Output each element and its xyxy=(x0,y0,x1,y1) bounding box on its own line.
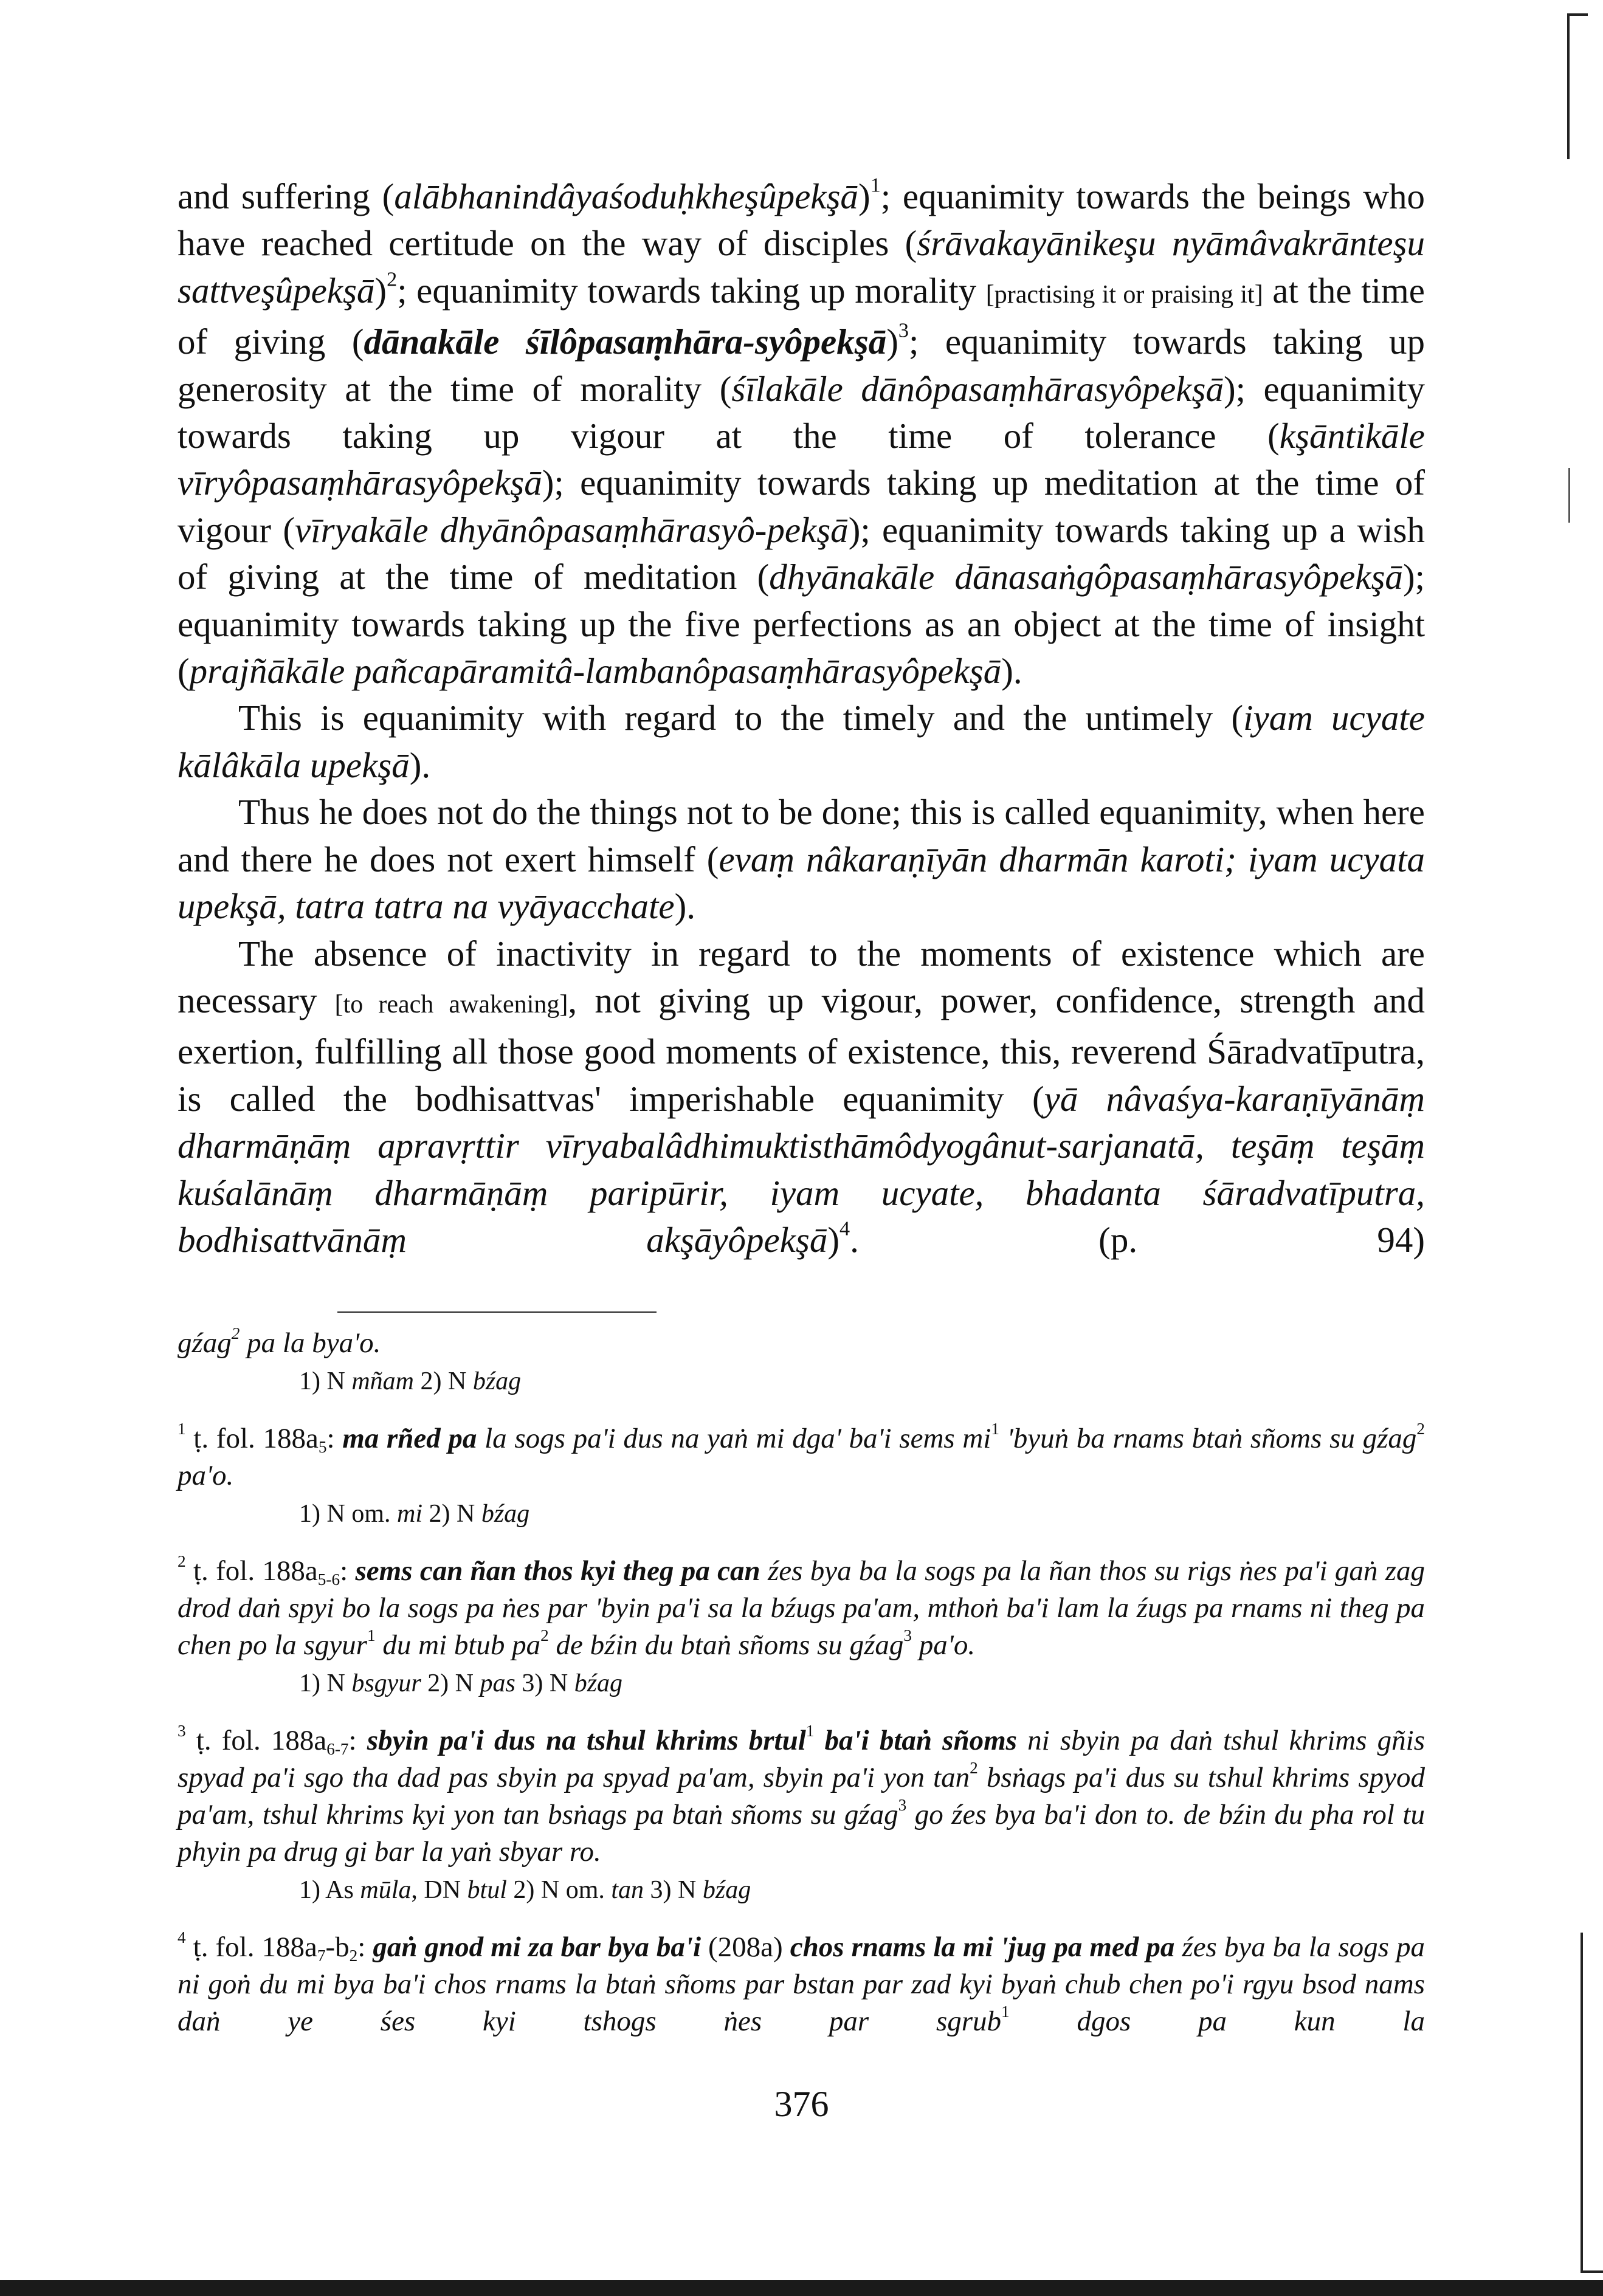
text: ; equanimity towards taking up morality xyxy=(397,270,986,311)
lemma: sems can ñan thos kyi theg pa can xyxy=(355,1555,760,1587)
text: ). xyxy=(674,886,695,927)
tibetan-text: go źes bya ba'i don to. de bźin du pha rol tu phyin pa drug gi bar la yaṅ sbyar ro. xyxy=(178,1799,1425,1868)
footnote-1 xyxy=(178,1420,1425,1494)
footnote-marker: 4 xyxy=(839,1217,850,1240)
variant-marker: 2 xyxy=(231,1324,240,1343)
footnote-3 xyxy=(178,1722,1425,1871)
footnotes xyxy=(178,1325,1425,2040)
sanskrit-term: vīryakāle dhyānôpasaṃhārasyô-pekşā xyxy=(295,509,849,550)
line-subscript: 6-7 xyxy=(326,1740,349,1759)
tibetan-text: du mi btub pa xyxy=(375,1629,541,1661)
text: at the time of giving ( xyxy=(178,270,1425,362)
text: gźag xyxy=(178,1327,232,1359)
text: This is equanimity with regard to the timely and the untimely ( xyxy=(238,698,1244,738)
editorial-insertion: [to reach awakening] xyxy=(334,990,568,1019)
lemma: ma rñed pa xyxy=(342,1423,477,1454)
sanskrit-term: alābhanindâyaśoduḥkheşûpekşā xyxy=(394,176,858,216)
tibetan-text: źes bya ba la sogs pa la ñan thos su rigs ṅes pa'i gaṅ zag drod daṅ spyi bo la sogs pa ṅes par 'byin pa'i sa la bźugs pa'am, mthoṅ ba'i lam la źugs pa rnams ni theg pa chen po la sgyur xyxy=(178,1555,1425,1661)
variant: mūla xyxy=(360,1876,412,1904)
sanskrit-term: dhyānakāle dānasaṅgôpasaṃhārasyôpekşā xyxy=(769,557,1403,597)
text: : xyxy=(326,1423,343,1454)
variant: btul xyxy=(467,1876,507,1904)
text: : xyxy=(348,1725,367,1756)
text: 3) N xyxy=(515,1669,574,1697)
paragraph-4 xyxy=(178,930,1425,1264)
folio-reference: ṭ. fol. 188a xyxy=(185,1555,318,1587)
line-subscript: 7 xyxy=(317,1947,326,1965)
sanskrit-term: yā nâvaśya-karaṇīyānāṃ dharmāṇāṃ apravṛttir vīryabalâdhimuktisthāmôdyogânut-sarjanatā, teşāṃ teşāṃ kuśalānāṃ dharmāṇāṃ paripūrir, iyam ucyate, bhadanta śāradvatīputra, bodhisattvānāṃ akşāyôpekşā xyxy=(178,1078,1425,1260)
variant: bsgyur xyxy=(351,1669,421,1697)
text: 1) N xyxy=(299,1367,352,1395)
tibetan-text: 'byuṅ ba rnams btaṅ sñoms su gźag xyxy=(999,1423,1417,1454)
text: 2) N xyxy=(414,1367,473,1395)
text: , DN xyxy=(411,1876,467,1904)
editorial-insertion: [practising it or praising it] xyxy=(985,280,1263,309)
lemma: sbyin pa'i dus na tshul khrims brtul xyxy=(367,1725,806,1756)
folio-reference: ṭ. fol. 188a xyxy=(185,1725,327,1756)
variant: mñam xyxy=(351,1367,414,1395)
variant-marker: 3 xyxy=(898,1796,907,1815)
text: ) xyxy=(827,1219,840,1260)
text: . (p. 94) xyxy=(850,1219,1425,1260)
variant-marker: 2 xyxy=(970,1759,978,1778)
variant-marker: 1 xyxy=(367,1626,376,1645)
tibetan-text: źes bya ba la sogs pa ni goṅ du mi bya ba'i chos rnams la btaṅ sñoms par bstan par zad kyi byaṅ chub chen po'i rgyu bsod nams daṅ ye śes kyi tshogs ṅes par sgrub xyxy=(178,1931,1425,2037)
variant-readings xyxy=(178,1873,1425,1907)
text: ); equanimity towards taking up the five perfections as an object at the time of insight ( xyxy=(178,557,1425,692)
tibetan-text: bsṅags pa'i dus su tshul khrims spyod pa'am, tshul khrims kyi yon tan bsṅags pa btaṅ sñoms su gźag xyxy=(178,1762,1425,1830)
sanskrit-term: kşāntikāle vīryôpasaṃhārasyôpekşā xyxy=(178,416,1425,503)
footnote-marker: 1 xyxy=(870,174,881,197)
scan-edge-mark xyxy=(1567,13,1570,159)
text: : xyxy=(357,1931,373,1963)
sanskrit-term: prajñākāle pañcapāramitâ-lambanôpasaṃhārasyôpekşā xyxy=(189,651,1002,692)
text: ) xyxy=(886,321,898,362)
text: 1) N om. xyxy=(299,1500,397,1528)
text: The absence of inactivity in regard to the moments of existence which are necessary xyxy=(178,933,1425,1020)
variant-marker: 2 xyxy=(540,1626,549,1645)
tibetan-text: la sogs pa'i dus na yaṅ mi dga' ba'i sems mi xyxy=(477,1423,991,1454)
text: ; equanimity towards taking up generosity at the time of morality ( xyxy=(178,321,1425,409)
lemma: ba'i btaṅ sñoms xyxy=(814,1725,1017,1756)
variant: bźag xyxy=(702,1876,751,1904)
footnote-number: 4 xyxy=(178,1928,186,1947)
text: , not giving up vigour, power, confidence, strength and exertion, fulfilling all those good moments of existence, this, reverend Śāradvatīputra, is called the bodhisattvas' imperishable equanimity ( xyxy=(178,980,1425,1119)
variant: bźag xyxy=(472,1367,522,1395)
text: ); equanimity towards taking up meditation at the time of vigour ( xyxy=(178,462,1425,550)
text: ). xyxy=(409,744,431,785)
text: ; equanimity towards the beings who have reached certitude on the way of disciples ( xyxy=(178,176,1425,264)
text: Thus he does not do the things not to be done; this is called equanimity, when here and there he does not exert himself ( xyxy=(178,792,1425,879)
scan-edge-mark xyxy=(1567,13,1588,16)
footnote-number: 3 xyxy=(178,1722,186,1741)
variant-readings xyxy=(178,1364,1425,1398)
text: 3) N xyxy=(644,1876,703,1904)
tibetan-text: pa'o. xyxy=(178,1460,234,1491)
sanskrit-term: evaṃ nâkaraṇīyān dharmān karoti; iyam ucyata upekşā, tatra tatra na vyāyacchate xyxy=(178,839,1425,927)
variant-marker: 1 xyxy=(805,1722,815,1741)
text: pa la bya'o. xyxy=(240,1327,381,1359)
footnote-4 xyxy=(178,1929,1425,2040)
folio-marker: (208a) xyxy=(701,1931,790,1963)
text: and suffering ( xyxy=(178,176,395,216)
variant-marker: 3 xyxy=(903,1626,912,1645)
variant-marker: 1 xyxy=(1001,2002,1010,2021)
variant-marker: 2 xyxy=(1416,1420,1425,1438)
variant: pas xyxy=(480,1669,515,1697)
footnote-number: 1 xyxy=(178,1420,186,1438)
line-subscript: 2 xyxy=(349,1947,358,1965)
lemma: chos rnams la mi 'jug pa med pa xyxy=(790,1931,1175,1963)
variant: tan xyxy=(611,1876,644,1904)
text: 2) N om. xyxy=(506,1876,612,1904)
folio-reference: ṭ. fol. 188a xyxy=(185,1931,317,1963)
tibetan-text: de bźin du btaṅ sñoms su gźag xyxy=(548,1629,904,1661)
folio-reference: ṭ. fol. 188a xyxy=(185,1423,319,1454)
folio-reference: -b xyxy=(325,1931,350,1963)
tibetan-text: dgos pa kun la xyxy=(1009,2006,1425,2037)
text: 2) N xyxy=(421,1669,480,1697)
text: 1) N xyxy=(299,1669,352,1697)
footnote-marker: 2 xyxy=(387,268,398,291)
scan-bottom-band xyxy=(0,2280,1603,2296)
text: : xyxy=(340,1555,356,1587)
text: ); equanimity towards taking up vigour at the time of tolerance ( xyxy=(178,368,1425,456)
paragraph-3 xyxy=(178,789,1425,930)
sanskrit-term: iyam ucyate kālâkāla upekşā xyxy=(178,698,1425,785)
footnote-2 xyxy=(178,1553,1425,1664)
line-subscript: 5-6 xyxy=(317,1570,340,1589)
scan-edge-mark xyxy=(1568,468,1570,523)
scan-edge-mark xyxy=(1581,2270,1603,2273)
variant-marker: 1 xyxy=(991,1420,999,1438)
text: ) xyxy=(374,270,387,311)
variant: mi xyxy=(397,1500,422,1528)
variant-readings xyxy=(178,1497,1425,1531)
tibetan-text: ni sbyin pa daṅ tshul khrims gñis spyad pa'i sgo tha dad pas sbyin pa spyad pa'am, sbyin pa'i yon tan xyxy=(178,1725,1425,1793)
main-text xyxy=(178,173,1425,1263)
footnote-marker: 3 xyxy=(898,319,909,342)
sanskrit-term-bold: dānakāle śīlôpasaṃhāra-syôpekşā xyxy=(364,321,887,362)
variant: bźag xyxy=(481,1500,530,1528)
paragraph-1 xyxy=(178,173,1425,695)
variant-readings xyxy=(178,1666,1425,1700)
sanskrit-term: śīlakāle dānôpasaṃhārasyôpekşā xyxy=(731,368,1224,409)
text: ) xyxy=(858,176,870,216)
text: 2) N xyxy=(422,1500,481,1528)
variant: bźag xyxy=(574,1669,623,1697)
line-subscript: 5 xyxy=(318,1438,327,1457)
paragraph-2 xyxy=(178,695,1425,789)
footnote-number: 2 xyxy=(178,1552,186,1571)
text: ); equanimity towards taking up a wish of giving at the time of meditation ( xyxy=(178,509,1425,597)
footnote-separator xyxy=(337,1311,657,1313)
lemma: gaṅ gnod mi za bar bya ba'i xyxy=(373,1931,701,1963)
text: ). xyxy=(1001,651,1022,692)
sanskrit-term: śrāvakayānikeşu nyāmâvakrānteşu sattveşûpekşā xyxy=(178,223,1425,311)
text: 1) As xyxy=(299,1876,360,1904)
page-number: 376 xyxy=(774,2084,829,2124)
tibetan-text: pa'o. xyxy=(912,1629,976,1661)
footnote-continuation xyxy=(178,1325,1425,1362)
